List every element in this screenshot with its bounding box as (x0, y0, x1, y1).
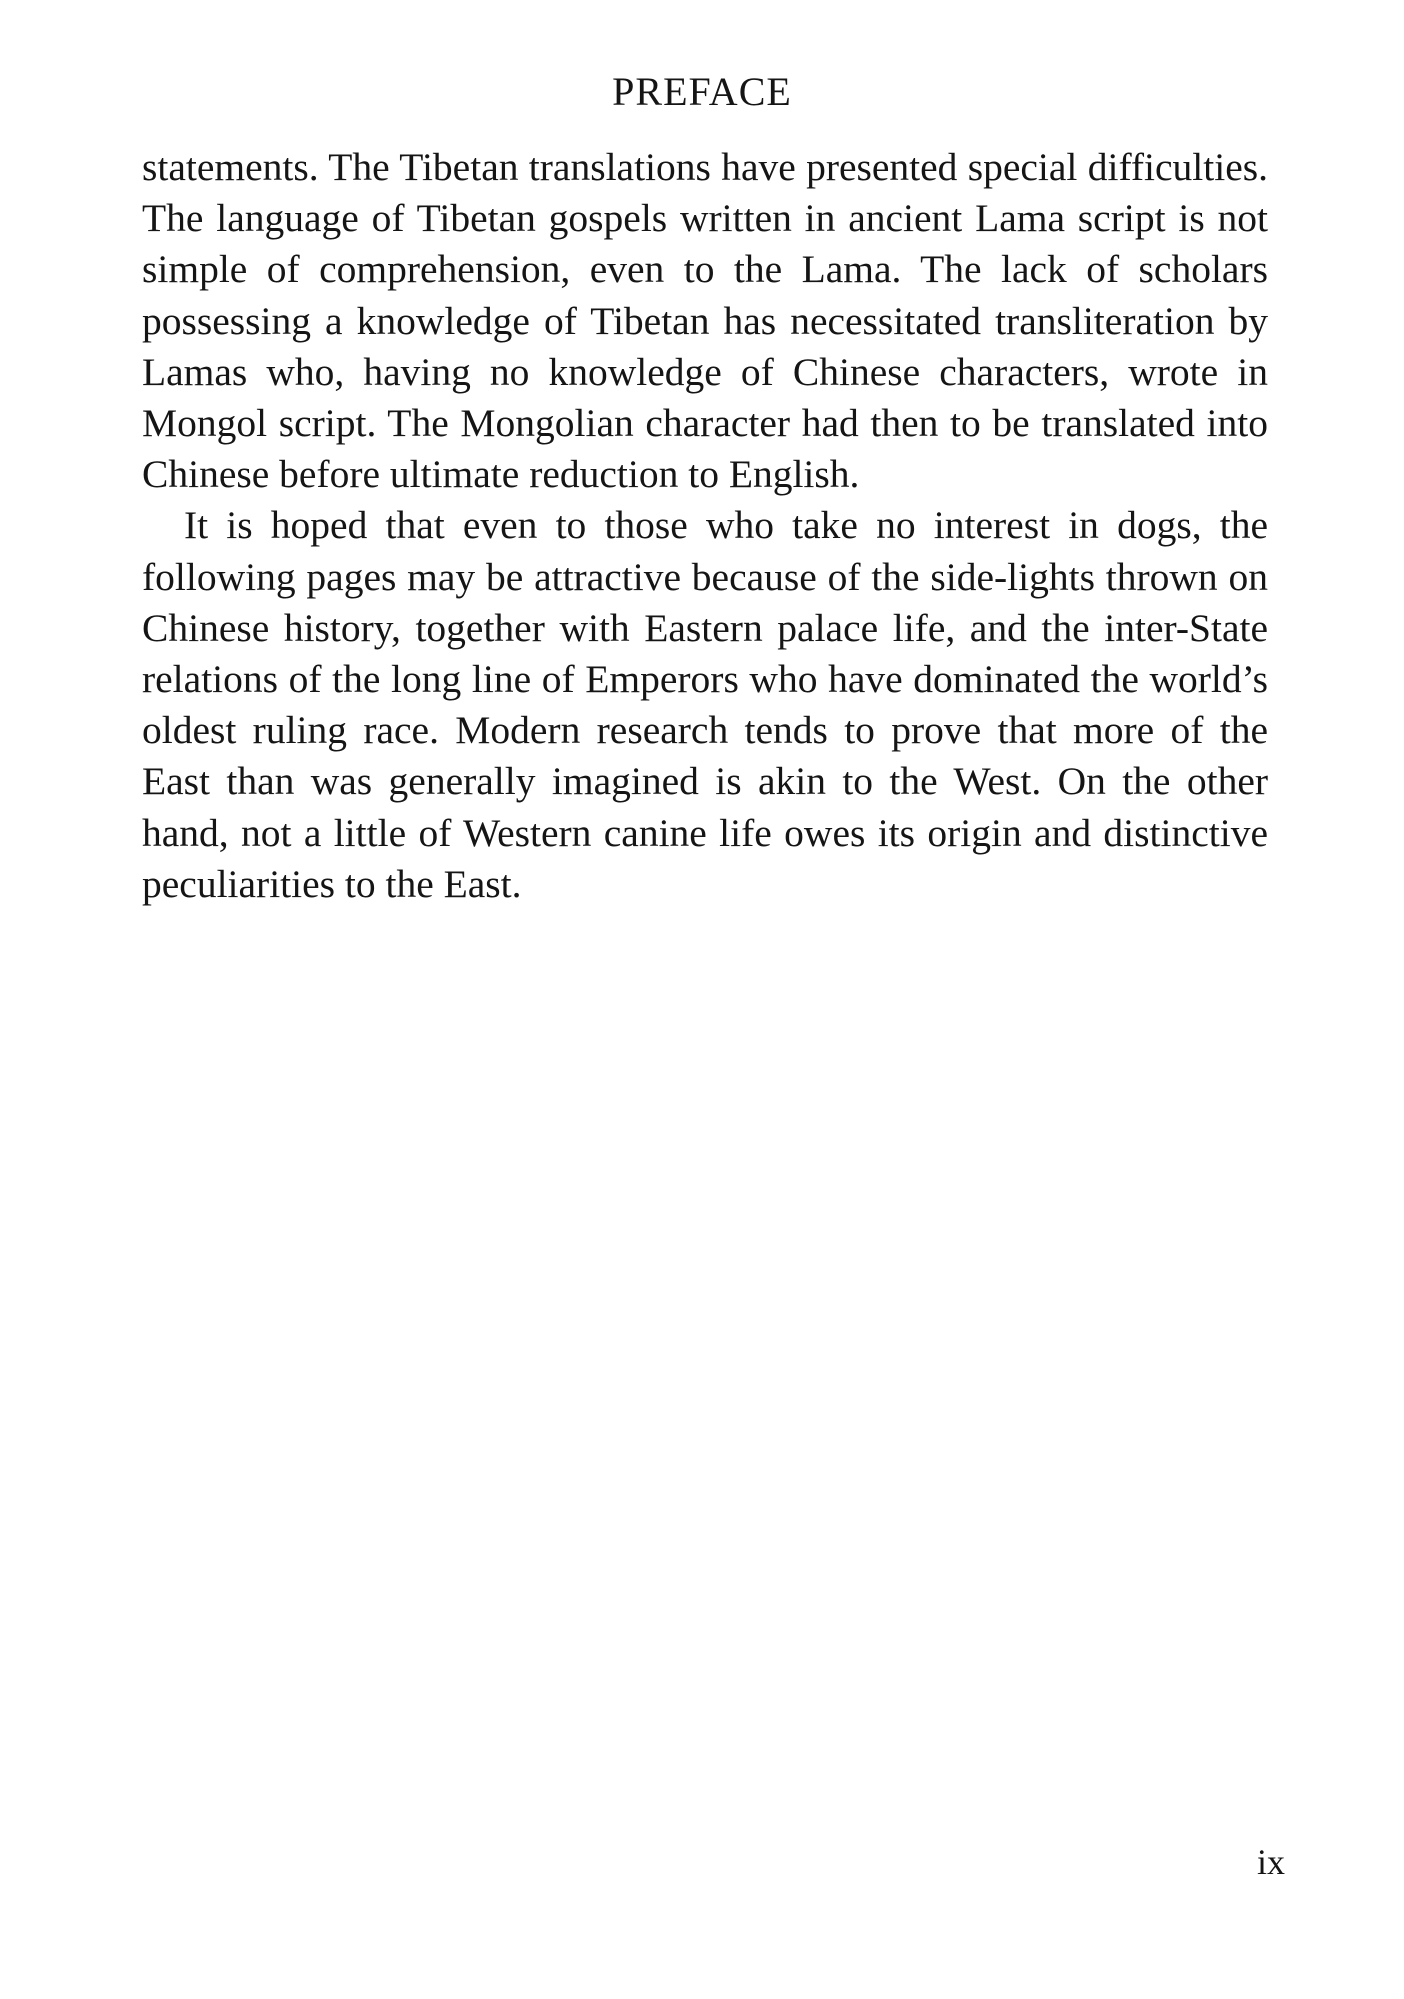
page-number: ix (1256, 1842, 1285, 1882)
paragraph-continued: statements. The Tibetan translations have presented special difficulties. The language of Tibetan gospels written in ancient Lama script is not simple of comprehension, even to the Lama. The lack of scholars possessing a knowledge of Tibetan has necessitated transliteration by Lamas who, having no knowledge of Chinese characters, wrote in Mongol script. The Mongolian character had then to be translated into Chinese before ultimate reduction to English. (142, 145, 1268, 497)
paragraph: It is hoped that even to those who take no interest in dogs, the following pages may be attractive because of the side-lights thrown on Chinese history, together with Eastern palace life, and the inter-State relations of the long line of Emperors who have dominated the world’s oldest ruling race. Modern research tends to prove that more of the East than was generally imagined is akin to the West. On the other hand, not a little of Western canine life owes its origin and distinctive peculiarities to the East. (142, 503, 1268, 906)
running-head: PREFACE (612, 69, 792, 114)
body-text (142, 142, 1268, 910)
